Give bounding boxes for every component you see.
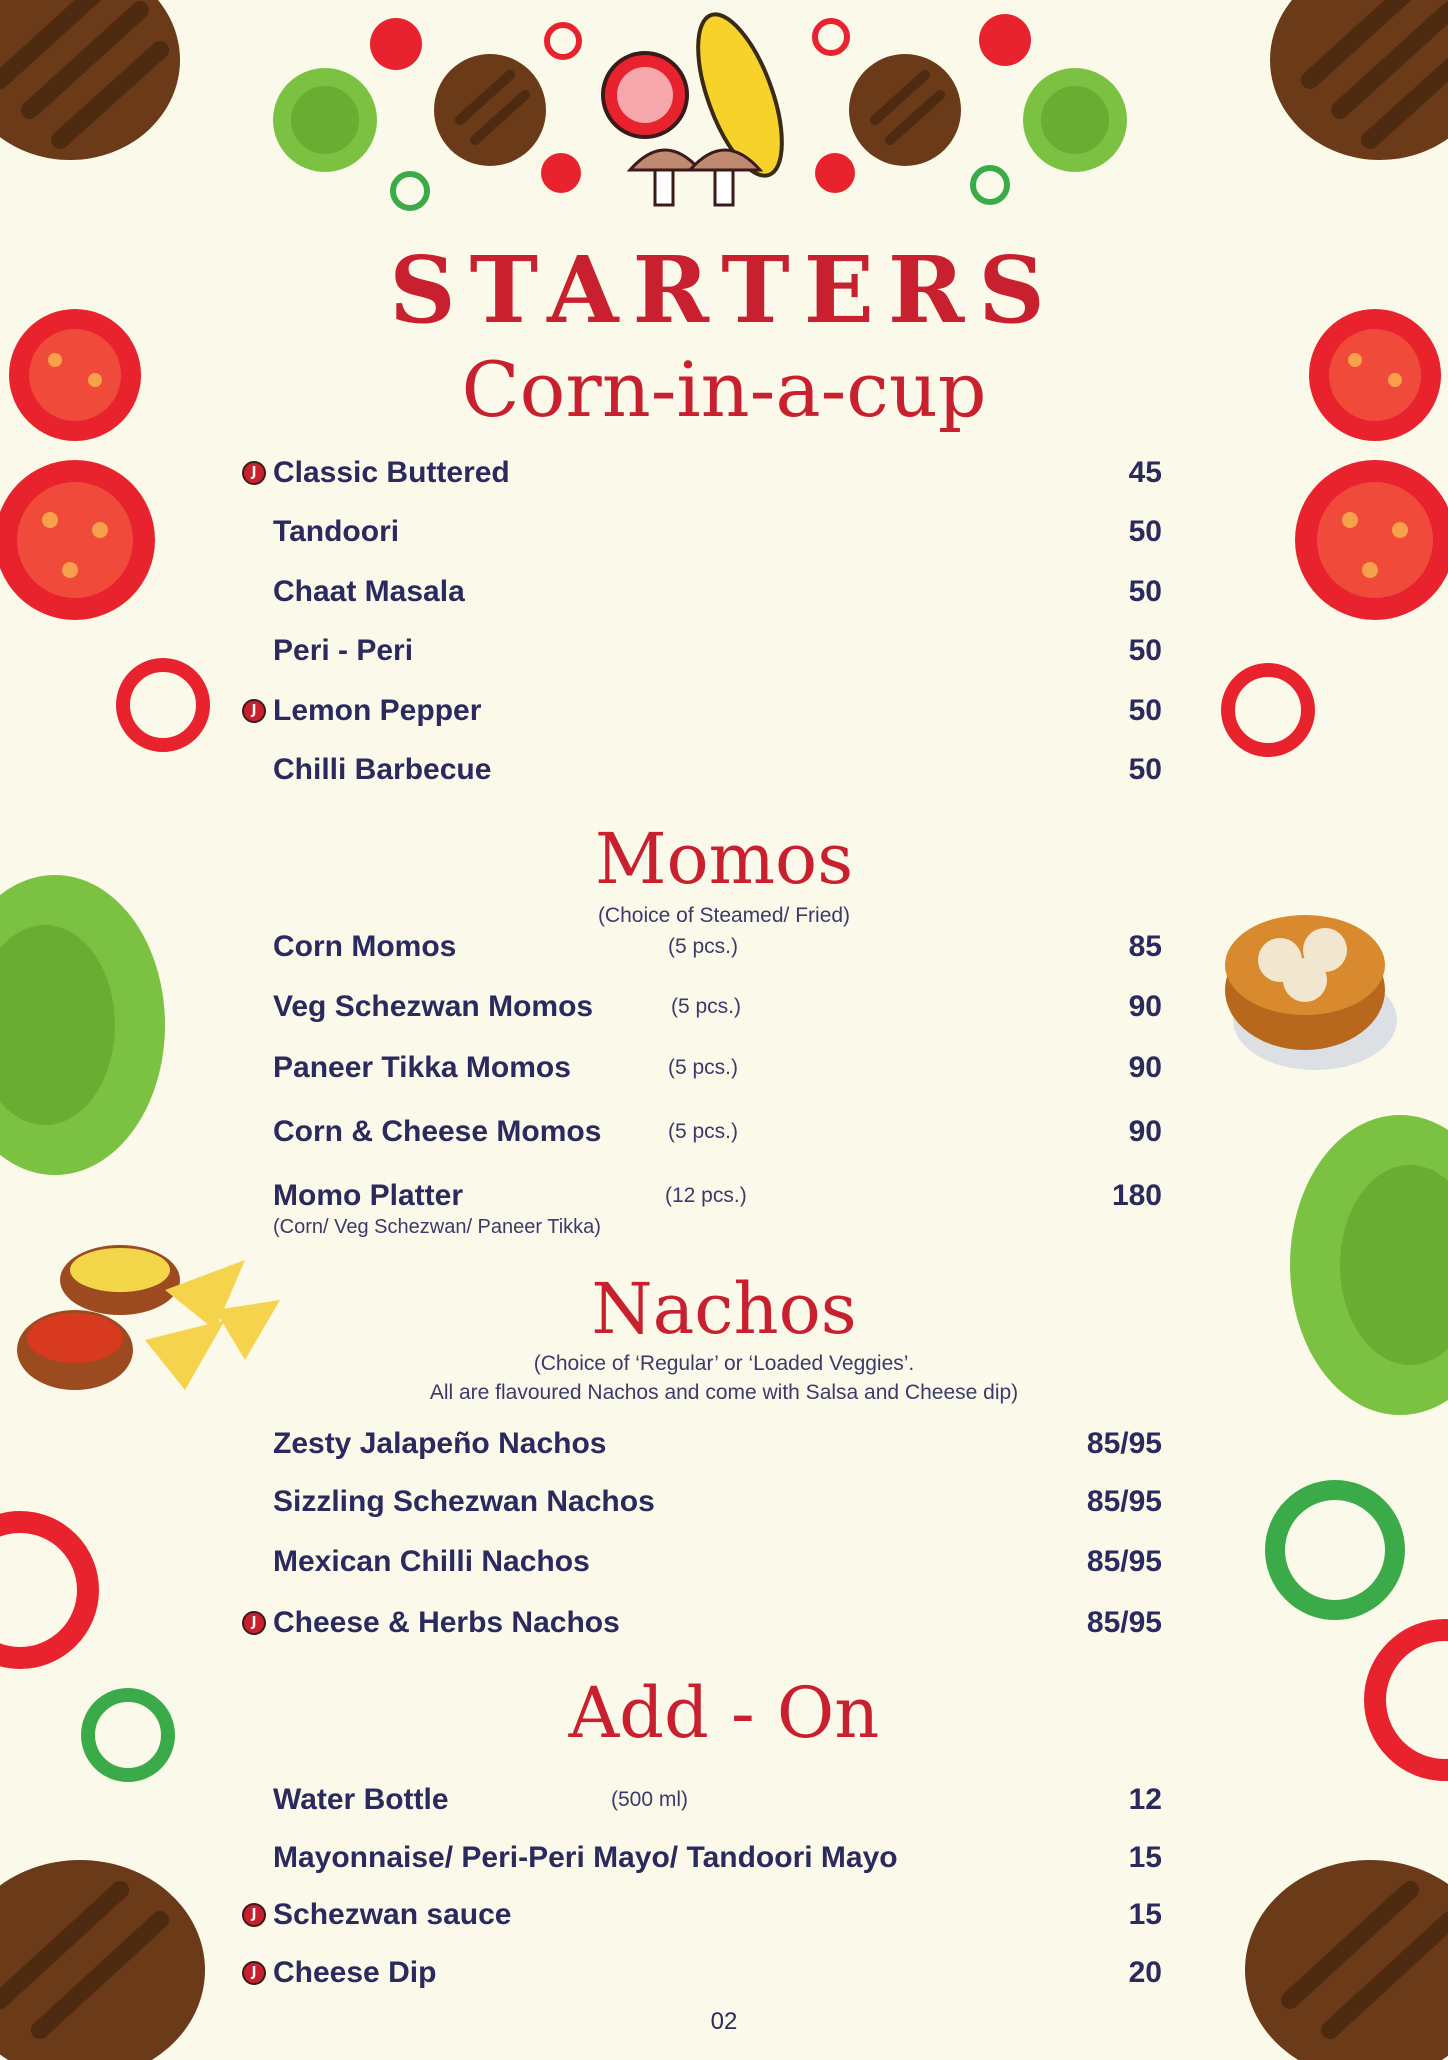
item-name: Peri - Peri <box>273 634 414 667</box>
menu-item <box>0 1424 1448 1464</box>
tomato-slice-illustration <box>538 150 584 196</box>
bell-pepper-ring-illustration <box>540 18 586 64</box>
section-note-nachos: (Choice of ‘Regular’ or ‘Loaded Veggies’. <box>533 1352 915 1375</box>
bell-pepper-ring-illustration <box>385 168 435 214</box>
item-name: Schezwan sauce <box>273 1898 512 1931</box>
menu-item <box>0 1780 1448 1820</box>
item-price: 50 <box>1128 515 1162 548</box>
item-quantity: (5 pcs.) <box>668 1056 739 1079</box>
menu-item <box>0 987 1448 1027</box>
jain-badge-icon: J <box>242 1903 266 1927</box>
menu-item <box>0 1112 1448 1152</box>
menu-item <box>0 572 1448 612</box>
menu-item <box>0 1048 1448 1088</box>
item-name: Corn & Cheese Momos <box>273 1115 602 1148</box>
tomato-slice-illustration <box>975 10 1035 70</box>
menu-item <box>0 691 1448 731</box>
item-name: Zesty Jalapeño Nachos <box>273 1427 607 1460</box>
section-title-momos: Momos <box>594 818 854 900</box>
item-name: Corn Momos <box>273 930 457 963</box>
menu-item <box>0 1482 1448 1522</box>
menu-item <box>0 1542 1448 1582</box>
patty-illustration <box>0 0 200 190</box>
lettuce-illustration <box>1005 60 1145 180</box>
item-price: 85/95 <box>1086 1606 1162 1639</box>
item-name: Sizzling Schezwan Nachos <box>273 1485 655 1518</box>
menu-item <box>0 1603 1448 1643</box>
lettuce-illustration <box>255 60 395 180</box>
item-price: 90 <box>1128 1115 1162 1148</box>
item-price: 50 <box>1128 634 1162 667</box>
item-name: Chaat Masala <box>273 575 465 608</box>
jain-badge-icon: J <box>242 1961 266 1985</box>
patty-illustration <box>1250 0 1448 190</box>
menu-item <box>0 750 1448 790</box>
item-price: 12 <box>1128 1783 1162 1816</box>
item-name: Cheese Dip <box>273 1956 437 1989</box>
item-description: (Corn/ Veg Schezwan/ Paneer Tikka) <box>273 1216 601 1238</box>
jain-badge-icon: J <box>242 1611 266 1635</box>
tomato-slice-illustration <box>366 14 426 74</box>
patty-illustration <box>430 50 550 170</box>
item-name: Paneer Tikka Momos <box>273 1051 571 1084</box>
page-number: 02 <box>710 2008 738 2035</box>
item-price: 85/95 <box>1086 1545 1162 1578</box>
menu-item <box>0 512 1448 552</box>
item-quantity: (500 ml) <box>611 1788 689 1811</box>
item-price: 85/95 <box>1086 1427 1162 1460</box>
item-price: 50 <box>1128 694 1162 727</box>
item-name: Tandoori <box>273 515 400 548</box>
section-title-nachos: Nachos <box>591 1268 857 1350</box>
item-price: 50 <box>1128 753 1162 786</box>
item-price: 15 <box>1128 1841 1162 1874</box>
item-name: Cheese & Herbs Nachos <box>273 1606 620 1639</box>
item-name: Chilli Barbecue <box>273 753 492 786</box>
section-title-corn: Corn-in-a-cup <box>461 345 987 434</box>
menu-item <box>0 927 1448 967</box>
item-price: 20 <box>1128 1956 1162 1989</box>
item-name: Lemon Pepper <box>273 694 482 727</box>
item-name: Veg Schezwan Momos <box>273 990 594 1023</box>
item-price: 50 <box>1128 575 1162 608</box>
bell-pepper-ring-illustration <box>0 1500 110 1680</box>
jain-badge-icon: J <box>242 461 266 485</box>
tomato-slice-illustration <box>812 150 858 196</box>
item-name: Classic Buttered <box>273 456 510 489</box>
item-price: 15 <box>1128 1898 1162 1931</box>
item-quantity: (5 pcs.) <box>668 1120 739 1143</box>
tomato-slice-illustration <box>595 45 705 145</box>
bell-pepper-ring-illustration <box>808 14 854 60</box>
section-note-nachos-2: All are flavoured Nachos and come with Salsa and Cheese dip) <box>429 1381 1019 1404</box>
patty-illustration <box>845 50 965 170</box>
item-quantity: (5 pcs.) <box>671 995 742 1018</box>
item-name: Mexican Chilli Nachos <box>273 1545 590 1578</box>
item-name: Water Bottle <box>273 1783 449 1816</box>
bell-pepper-ring-illustration <box>965 162 1015 208</box>
jain-badge-icon: J <box>242 699 266 723</box>
item-name: Mayonnaise/ Peri-Peri Mayo/ Tandoori Mayo <box>273 1841 898 1874</box>
item-price: 90 <box>1128 990 1162 1023</box>
page-heading: STARTERS <box>389 236 1059 344</box>
item-price: 90 <box>1128 1051 1162 1084</box>
menu-item <box>0 1838 1448 1878</box>
menu-item <box>0 631 1448 671</box>
menu-item <box>0 1895 1448 1935</box>
item-price: 45 <box>1128 456 1162 489</box>
menu-item <box>0 1953 1448 1993</box>
item-price: 85 <box>1128 930 1162 963</box>
menu-item <box>0 453 1448 493</box>
mushroom-illustration <box>620 135 770 215</box>
menu-item <box>0 1176 1448 1238</box>
item-price: 180 <box>1111 1179 1162 1212</box>
item-name: Momo Platter <box>273 1179 464 1212</box>
section-note-momos: (Choice of Steamed/ Fried) <box>597 904 851 927</box>
item-price: 85/95 <box>1086 1485 1162 1518</box>
section-title-addon: Add - On <box>568 1672 880 1754</box>
item-quantity: (5 pcs.) <box>668 935 739 958</box>
item-quantity: (12 pcs.) <box>665 1184 747 1207</box>
